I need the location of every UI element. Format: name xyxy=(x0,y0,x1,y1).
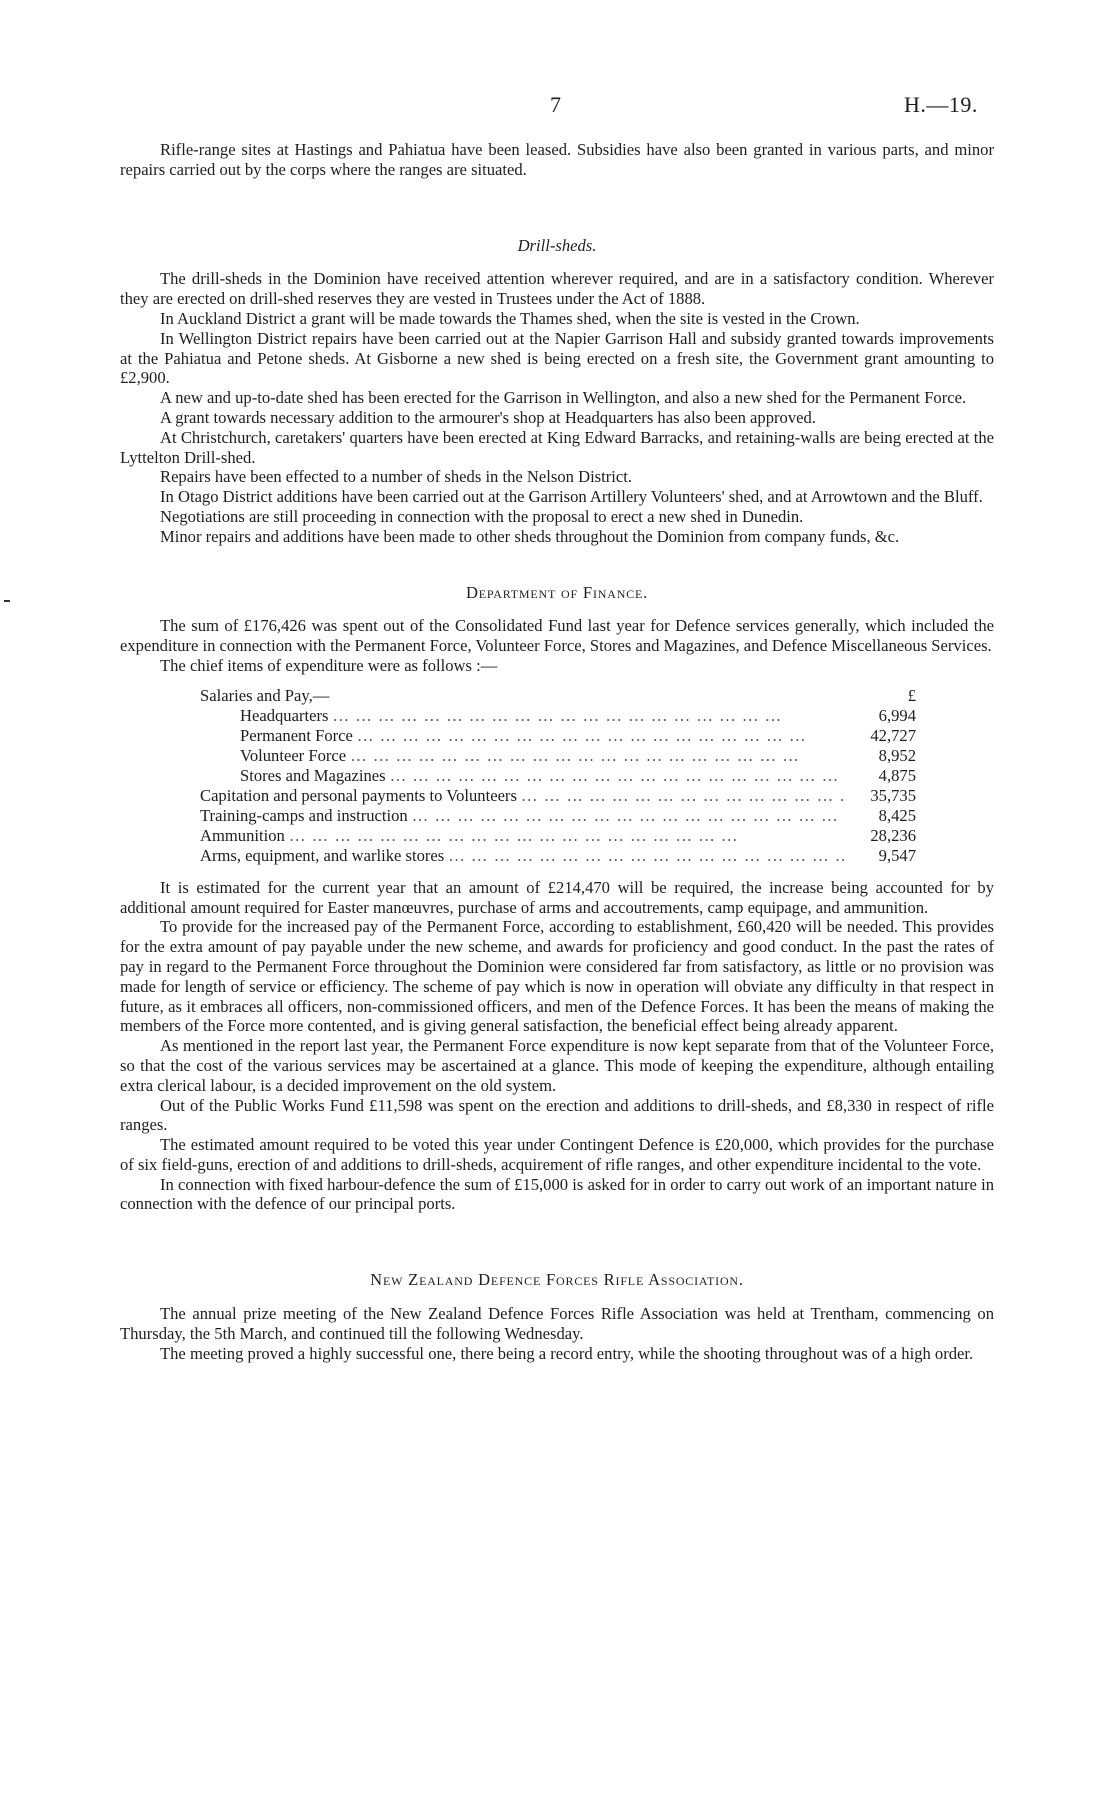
leader-dots xyxy=(328,706,844,726)
table-row xyxy=(200,726,916,746)
section-heading-rifle-association: New Zealand Defence Forces Rifle Association. xyxy=(370,1270,744,1290)
table-row xyxy=(200,766,916,786)
document-reference: H.—19. xyxy=(904,92,978,117)
table-row xyxy=(200,786,916,806)
paragraph: The drill-sheds in the Dominion have received attention wherever required, and are in a satisfactory condition. Wherever they are erected on drill-shed reserves they are vested in Trustees under the Act of 1888. xyxy=(120,269,994,309)
row-value: 9,547 xyxy=(878,845,916,865)
paragraph: The meeting proved a highly successful one, there being a record entry, while the shooting throughout was of a high order. xyxy=(160,1343,974,1363)
row-value: 35,735 xyxy=(870,785,916,805)
row-label: Capitation and personal payments to Volunteers xyxy=(200,785,517,805)
row-label: Headquarters xyxy=(240,705,329,725)
row-value: 4,875 xyxy=(878,765,916,785)
paragraph: In Wellington District repairs have been carried out at the Napier Garrison Hall and subsidy granted towards improvements at the Pahiatua and Petone sheds. At Gisborne a new shed is being erected on a fresh site, the Government grant amounting to £2,900. xyxy=(120,328,994,388)
table-row xyxy=(200,706,916,726)
paragraph: The annual prize meeting of the New Zealand Defence Forces Rifle Association was held at Trentham, commencing on Thursday, the 5th March, and continued till the following Wednesday. xyxy=(120,1304,994,1343)
table-row xyxy=(200,746,916,766)
table-group-label: Salaries and Pay,— xyxy=(200,685,330,705)
paragraph: The chief items of expenditure were as follows :— xyxy=(160,655,498,675)
leader-dots xyxy=(444,846,844,866)
section-heading-finance: Department of Finance. xyxy=(465,582,649,602)
paragraph: Repairs have been effected to a number of sheds in the Nelson District. xyxy=(160,467,633,487)
row-label: Stores and Magazines xyxy=(240,765,386,785)
paragraph: A new and up-to-date shed has been erected for the Garrison in Wellington, and also a new shed for the Permanent Force. xyxy=(160,388,967,408)
section-heading-drill-sheds: Drill-sheds. xyxy=(517,235,597,255)
paragraph: As mentioned in the report last year, the Permanent Force expenditure is now kept separate from that of the Volunteer Force, so that the cost of the various services may be ascertained at a glance. This mode of keeping the expenditure, although entailing extra clerical labour, is a decided improvement on the old system. xyxy=(120,1036,994,1095)
paragraph: In Otago District additions have been carried out at the Garrison Artillery Volunteers' shed, and at Arrowtown and the Bluff. xyxy=(160,487,983,507)
currency-symbol: £ xyxy=(907,685,916,705)
body-text xyxy=(120,140,994,1363)
row-value: 42,727 xyxy=(870,725,916,745)
margin-mark xyxy=(4,600,10,602)
paragraph: Negotiations are still proceeding in connection with the proposal to erect a new shed in Dunedin. xyxy=(160,506,804,526)
table-row xyxy=(200,806,916,826)
row-value: 6,994 xyxy=(878,705,916,725)
leader-dots xyxy=(408,806,844,826)
leader-dots xyxy=(346,746,844,766)
row-label: Arms, equipment, and warlike stores xyxy=(200,845,445,865)
row-label: Training-camps and instruction xyxy=(200,805,408,825)
expenditure-table xyxy=(200,686,916,866)
row-value: 28,236 xyxy=(870,825,916,845)
row-label: Ammunition xyxy=(200,825,285,845)
paragraph: To provide for the increased pay of the Permanent Force, according to establishment, £60,420 will be needed. This provides for the extra amount of pay payable under the new scheme, and awards for proficiency and good conduct. In the past the rates of pay in regard to the Permanent Force throughout the Dominion were considered far from satisfactory, as little or no provision was made for length of service or efficiency. The scheme of pay which is now in operation will obviate any difficulty in that respect in future, as it embraces all officers, non-commissioned officers, and men of the Defence Forces. It has been the means of making the members of the Force more contented, and is giving general satisfaction, the beneficial effect being already apparent. xyxy=(120,917,994,1036)
row-value: 8,425 xyxy=(878,805,916,825)
paragraph: It is estimated for the current year that an amount of £214,470 will be required, the increase being accounted for by additional amount required for Easter manœuvres, purchase of arms and accoutrements, camp equipage, and ammunition. xyxy=(120,877,994,917)
paragraph: Out of the Public Works Fund £11,598 was spent on the erection and additions to drill-sheds, and £8,330 in respect of rifle ranges. xyxy=(120,1095,994,1135)
leader-dots xyxy=(353,726,844,746)
table-row xyxy=(200,826,916,846)
row-value: 8,952 xyxy=(878,745,916,765)
paragraph: The sum of £176,426 was spent out of the Consolidated Fund last year for Defence services generally, which included the expenditure in connection with the Permanent Force, Volunteer Force, Stores and Magazines, and Defence Miscellaneous Services. xyxy=(120,616,994,656)
page-number: 7 xyxy=(550,92,561,117)
table-row xyxy=(200,846,916,866)
row-label: Volunteer Force xyxy=(240,745,347,765)
paragraph: A grant towards necessary addition to the armourer's shop at Headquarters has also been approved. xyxy=(160,407,816,427)
paragraph: In Auckland District a grant will be made towards the Thames shed, when the site is vested in the Crown. xyxy=(160,308,860,328)
paragraph: Rifle-range sites at Hastings and Pahiatua have been leased. Subsidies have also been granted in various parts, and minor repairs carried out by the corps where the ranges are situated. xyxy=(120,140,994,179)
paragraph: At Christchurch, caretakers' quarters have been erected at King Edward Barracks, and retaining-walls are being erected at the Lyttelton Drill-shed. xyxy=(120,427,994,467)
leader-dots xyxy=(285,826,844,846)
row-label: Permanent Force xyxy=(240,725,353,745)
leader-dots xyxy=(386,766,844,786)
paragraph: Minor repairs and additions have been made to other sheds throughout the Dominion from company funds, &c. xyxy=(160,526,900,546)
paragraph: In connection with fixed harbour-defence the sum of £15,000 is asked for in order to carry out work of an important nature in connection with the defence of our principal ports. xyxy=(120,1174,994,1214)
leader-dots xyxy=(517,786,844,806)
paragraph: The estimated amount required to be voted this year under Contingent Defence is £20,000, which provides for the purchase of six field-guns, erection of and additions to drill-sheds, acquirement of rifle ranges, and other expenditure incidental to the vote. xyxy=(120,1135,994,1174)
